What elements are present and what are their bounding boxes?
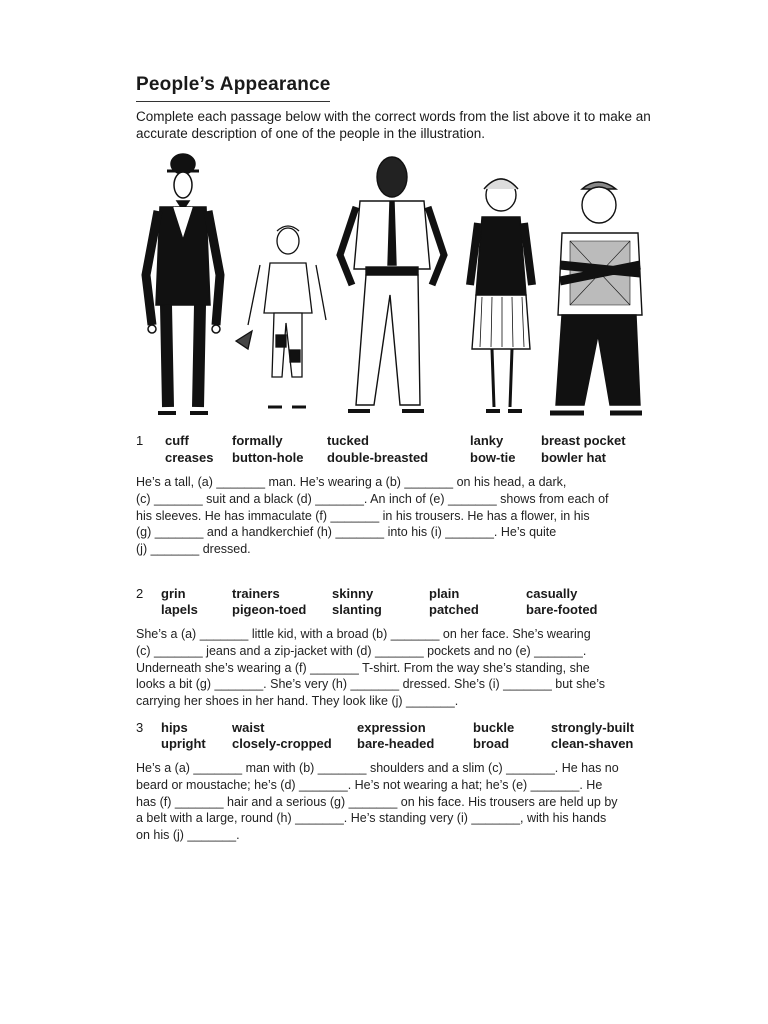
- figure-stout-man: [550, 182, 642, 413]
- page-title: People’s Appearance: [136, 74, 331, 95]
- exercise-1-word: creases: [165, 450, 214, 465]
- passage-line: on his (j) _______.: [136, 828, 240, 843]
- exercise-1-word: breast pocket: [541, 433, 626, 448]
- exercise-1-word: double-breasted: [327, 450, 429, 465]
- exercise-1-passage: [136, 474, 656, 558]
- exercise-1-word: tucked: [327, 433, 369, 448]
- passage-line: (g) _______ and a handkerchief (h) _______ into his (i) _______. He’s quite: [136, 525, 557, 540]
- passage-line: looks a bit (g) _______. She’s very (h) _______ dressed. She’s (i) _______ but she’s: [136, 677, 606, 692]
- passage-line: has (f) _______ hair and a serious (g) _______ on his face. His trousers are held up by: [136, 794, 618, 809]
- exercise-2-word: skinny: [332, 586, 374, 601]
- exercise-2-word: bare-footed: [526, 602, 598, 617]
- exercise-3-word: broad: [473, 736, 510, 751]
- passage-line: beard or moustache; he’s (d) _______. He’s not wearing a hat; he’s (e) _______. He: [136, 777, 603, 792]
- exercise-3-word: bare-headed: [357, 736, 435, 751]
- exercise-2-word: casually: [526, 586, 578, 601]
- exercise-1-word: lanky: [470, 433, 504, 448]
- exercise-3-word: strongly-built: [551, 720, 635, 735]
- exercise-1-number: 1: [136, 433, 144, 448]
- exercise-3-word: expression: [357, 720, 426, 735]
- figure-woman: [470, 179, 532, 411]
- exercise-3-word: buckle: [473, 720, 515, 735]
- exercise-1-word: formally: [232, 433, 283, 448]
- exercise-2-word: slanting: [332, 602, 382, 617]
- instructions: Complete each passage below with the correct words from the list above it to make an accurate description of one of the people in the illustration.: [136, 109, 651, 141]
- exercise-3-word: upright: [161, 736, 206, 751]
- exercise-2-word: trainers: [232, 586, 280, 601]
- passage-line: carrying her shoes in her hand. They look like (j) _______.: [136, 694, 459, 709]
- exercise-1-word: cuff: [165, 433, 189, 448]
- exercise-2-word: lapels: [161, 602, 198, 617]
- passage-line: She’s a (a) _______ little kid, with a broad (b) _______ on her face. She’s wearing: [136, 627, 591, 641]
- exercise-2-number: 2: [136, 586, 144, 601]
- exercise-2-word: patched: [429, 602, 479, 617]
- passage-line: a belt with a large, round (h) _______. He’s standing very (i) _______, with his hands: [136, 811, 607, 826]
- exercise-3-passage: [136, 760, 656, 844]
- exercise-3-word: waist: [232, 720, 265, 735]
- exercise-2-word: plain: [429, 586, 460, 601]
- passage-line: Underneath she’s wearing a (f) _______ T-shirt. From the way she’s standing, she: [136, 660, 590, 675]
- passage-line: He’s a tall, (a) _______ man. He’s wearing a (b) _______ on his head, a dark,: [136, 475, 567, 489]
- title-underline: [136, 101, 330, 102]
- exercise-1-word: bow-tie: [470, 450, 516, 465]
- figure-kid: [236, 226, 326, 407]
- figure-tall-man: [146, 154, 220, 413]
- figure-strong-man: [340, 157, 444, 411]
- exercise-1-word: button-hole: [232, 450, 304, 465]
- passage-line: He’s a (a) _______ man with (b) _______ shoulders and a slim (c) _______. He has no: [136, 761, 619, 775]
- passage-line: (c) _______ jeans and a zip-jacket with (d) _______ pockets and no (e) _______.: [136, 643, 587, 658]
- exercise-3-word: hips: [161, 720, 188, 735]
- exercise-2-word: grin: [161, 586, 186, 601]
- exercise-3-number: 3: [136, 720, 144, 735]
- people-illustration: [130, 145, 650, 425]
- passage-line: his sleeves. He has immaculate (f) _______ in his trousers. He has a flower, in his: [136, 508, 590, 523]
- passage-line: (c) _______ suit and a black (d) _______. An inch of (e) _______ shows from each of: [136, 491, 609, 506]
- exercise-3-word: clean-shaven: [551, 736, 634, 751]
- exercise-2-passage: [136, 626, 656, 710]
- passage-line: (j) _______ dressed.: [136, 542, 251, 557]
- exercise-2-word: pigeon-toed: [232, 602, 307, 617]
- exercise-1-word: bowler hat: [541, 450, 607, 465]
- exercise-3-word: closely-cropped: [232, 736, 332, 751]
